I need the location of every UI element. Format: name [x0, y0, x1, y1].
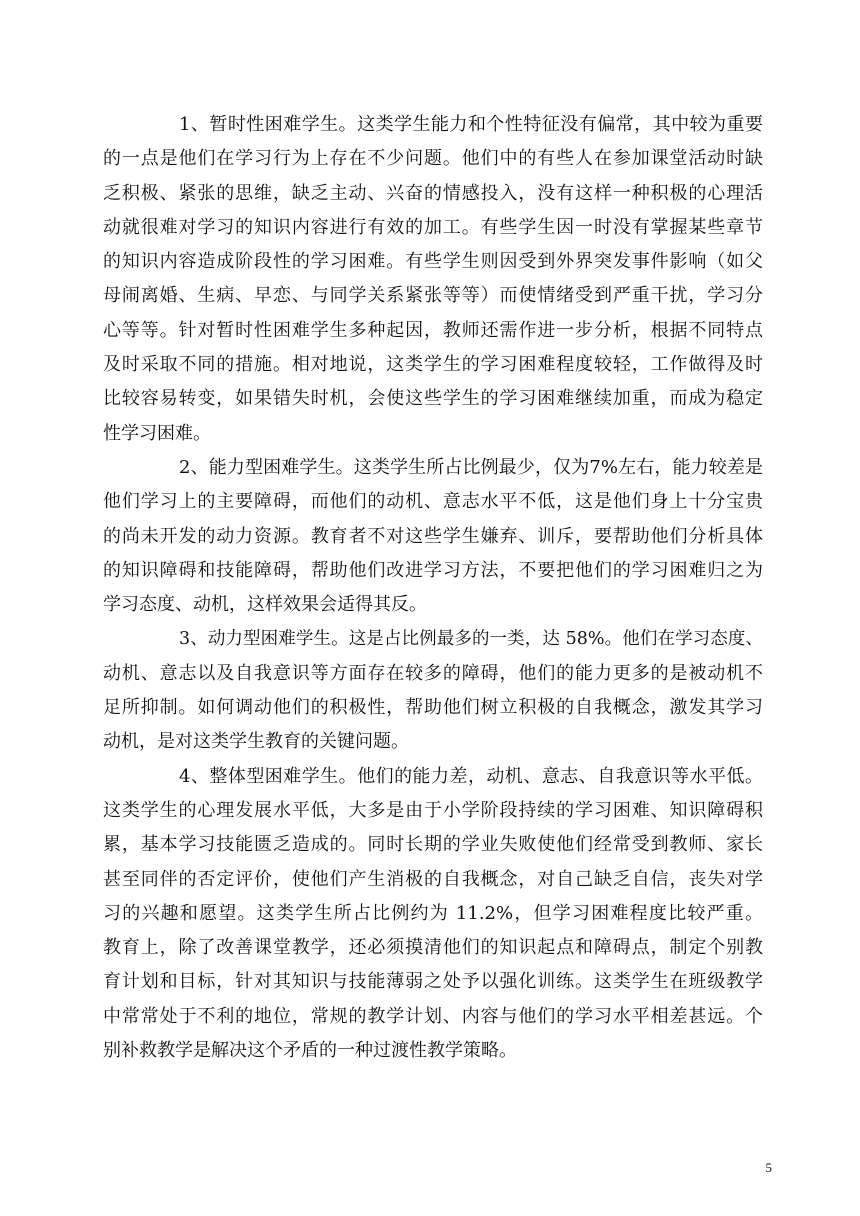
paragraph-line: 2、能力型困难学生。这类学生所占比例最少，仅为7%左右，能力较差是 — [179, 456, 763, 478]
paragraph-line: 学习态度、动机，这样效果会适得其反。 — [103, 594, 427, 616]
page-number: 5 — [765, 1160, 772, 1175]
paragraph-line: 的尚未开发的动力资源。教育者不对这些学生嫌弃、训斥，要帮助他们分析具体 — [103, 525, 763, 547]
paragraph-line: 累，基本学习技能匮乏造成的。同时长期的学业失败使他们经常受到教师、家长 — [103, 834, 763, 856]
paragraph-line: 及时采取不同的措施。相对地说，这类学生的学习困难程度较轻，工作做得及时 — [103, 354, 763, 376]
paragraph-4 — [103, 760, 763, 1069]
paragraph-line: 动机，是对这类学生教育的关键问题。 — [103, 731, 409, 753]
paragraph-line: 动机、意志以及自我意识等方面存在较多的障碍，他们的能力更多的是被动机不 — [103, 662, 763, 684]
paragraph-line: 的一点是他们在学习行为上存在不少问题。他们中的有些人在参加课堂活动时缺 — [103, 148, 763, 170]
paragraph-line: 别补救教学是解决这个矛盾的一种过渡性教学策略。 — [103, 1040, 517, 1062]
paragraph-2 — [103, 451, 763, 622]
paragraph-line: 3、动力型困难学生。这是占比例最多的一类，达 58%。他们在学习态度、 — [179, 629, 763, 650]
paragraph-line: 足所抑制。如何调动他们的积极性，帮助他们树立积极的自我概念，激发其学习 — [103, 697, 763, 719]
paragraph-line: 他们学习上的主要障碍，而他们的动机、意志水平不低，这是他们身上十分宝贵 — [103, 491, 763, 513]
paragraph-line: 习的兴趣和愿望。这类学生所占比例约为 11.2%，但学习困难程度比较严重。 — [103, 902, 763, 924]
paragraph-line: 甚至同伴的否定评价，使他们产生消极的自我概念，对自己缺乏自信，丧失对学 — [103, 868, 763, 890]
paragraph-line: 性学习困难。 — [103, 422, 211, 444]
paragraph-line: 母闹离婚、生病、早恋、与同学关系紧张等等）而使情绪受到严重干扰，学习分 — [103, 285, 763, 307]
paragraph-line: 动就很难对学习的知识内容进行有效的加工。有些学生因一时没有掌握某些章节 — [103, 216, 763, 238]
paragraph-1 — [103, 108, 763, 451]
paragraph-line: 乏积极、紧张的思维，缺乏主动、兴奋的情感投入，没有这样一种积极的心理活 — [103, 182, 763, 204]
document-body — [103, 108, 763, 1068]
paragraph-line: 的知识障碍和技能障碍，帮助他们改进学习方法，不要把他们的学习困难归之为 — [103, 559, 763, 581]
paragraph-line: 这类学生的心理发展水平低，大多是由于小学阶段持续的学习困难、知识障碍积 — [103, 799, 763, 821]
paragraph-line: 1、暂时性困难学生。这类学生能力和个性特征没有偏常，其中较为重要 — [179, 114, 763, 135]
paragraph-line: 中常常处于不利的地位，常规的教学计划、内容与他们的学习水平相差甚远。个 — [103, 1005, 763, 1027]
paragraph-line: 心等等。针对暂时性困难学生多种起因，教师还需作进一步分析，根据不同特点 — [103, 319, 763, 341]
paragraph-3 — [103, 622, 763, 759]
paragraph-line: 教育上，除了改善课堂教学，还必须摸清他们的知识起点和障碍点，制定个别教 — [103, 937, 763, 959]
paragraph-line: 的知识内容造成阶段性的学习困难。有些学生则因受到外界突发事件影响（如父 — [103, 251, 763, 273]
paragraph-line: 比较容易转变，如果错失时机，会使这些学生的学习困难继续加重，而成为稳定 — [103, 388, 763, 410]
paragraph-line: 育计划和目标，针对其知识与技能薄弱之处予以强化训练。这类学生在班级教学 — [103, 971, 763, 993]
paragraph-line: 4、整体型困难学生。他们的能力差，动机、意志、自我意识等水平低。 — [179, 765, 763, 787]
